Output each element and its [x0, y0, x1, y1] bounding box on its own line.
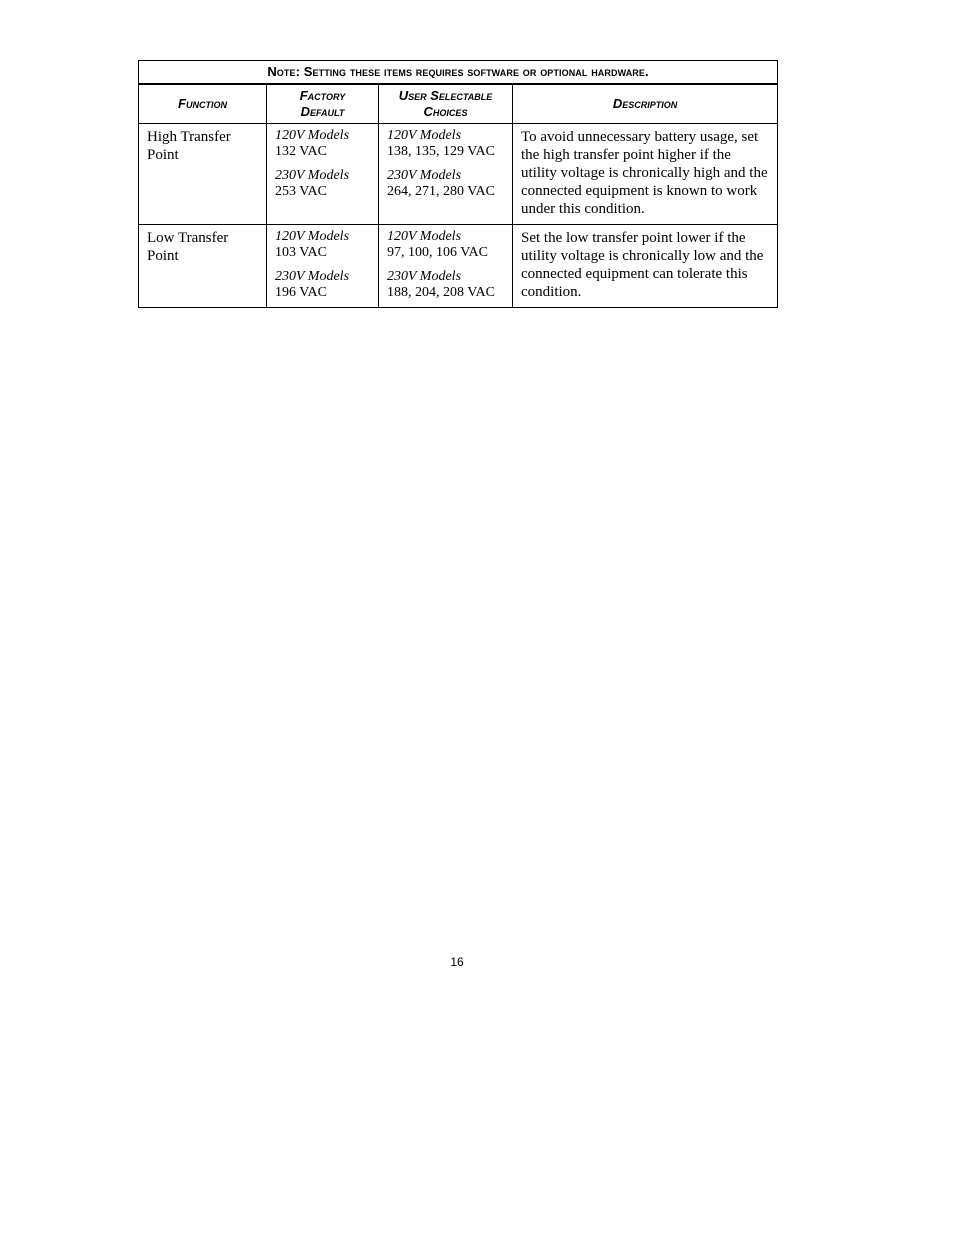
note-text: Note: Setting these items requires software or optional hardware. — [267, 64, 649, 79]
header-description: Description — [513, 84, 778, 124]
header-function: Function — [139, 84, 267, 124]
transfer-point-table — [138, 60, 778, 308]
header-user-selectable: User Selectable Choices — [379, 84, 513, 124]
description-cell: Set the low transfer point lower if the utility voltage is chronically low and the connected equipment can tolerate this condition. — [513, 225, 778, 308]
function-cell: Low Transfer Point — [139, 225, 267, 308]
function-cell: High Transfer Point — [139, 124, 267, 225]
factory-default-cell: 120V Models 132 VAC 230V Models 253 VAC — [267, 124, 379, 225]
user-selectable-cell: 120V Models 97, 100, 106 VAC 230V Models 188, 204, 208 VAC — [379, 225, 513, 308]
factory-default-cell: 120V Models 103 VAC 230V Models 196 VAC — [267, 225, 379, 308]
header-factory-default: Factory Default — [267, 84, 379, 124]
table-row — [139, 124, 778, 225]
table-row — [139, 225, 778, 308]
header-row — [139, 84, 778, 124]
page-number: 16 — [450, 955, 464, 969]
description-cell: To avoid unnecessary battery usage, set the high transfer point higher if the utility voltage is chronically high and the connected equipment is known to work under this condition. — [513, 124, 778, 225]
table-note — [139, 61, 778, 85]
user-selectable-cell: 120V Models 138, 135, 129 VAC 230V Models 264, 271, 280 VAC — [379, 124, 513, 225]
